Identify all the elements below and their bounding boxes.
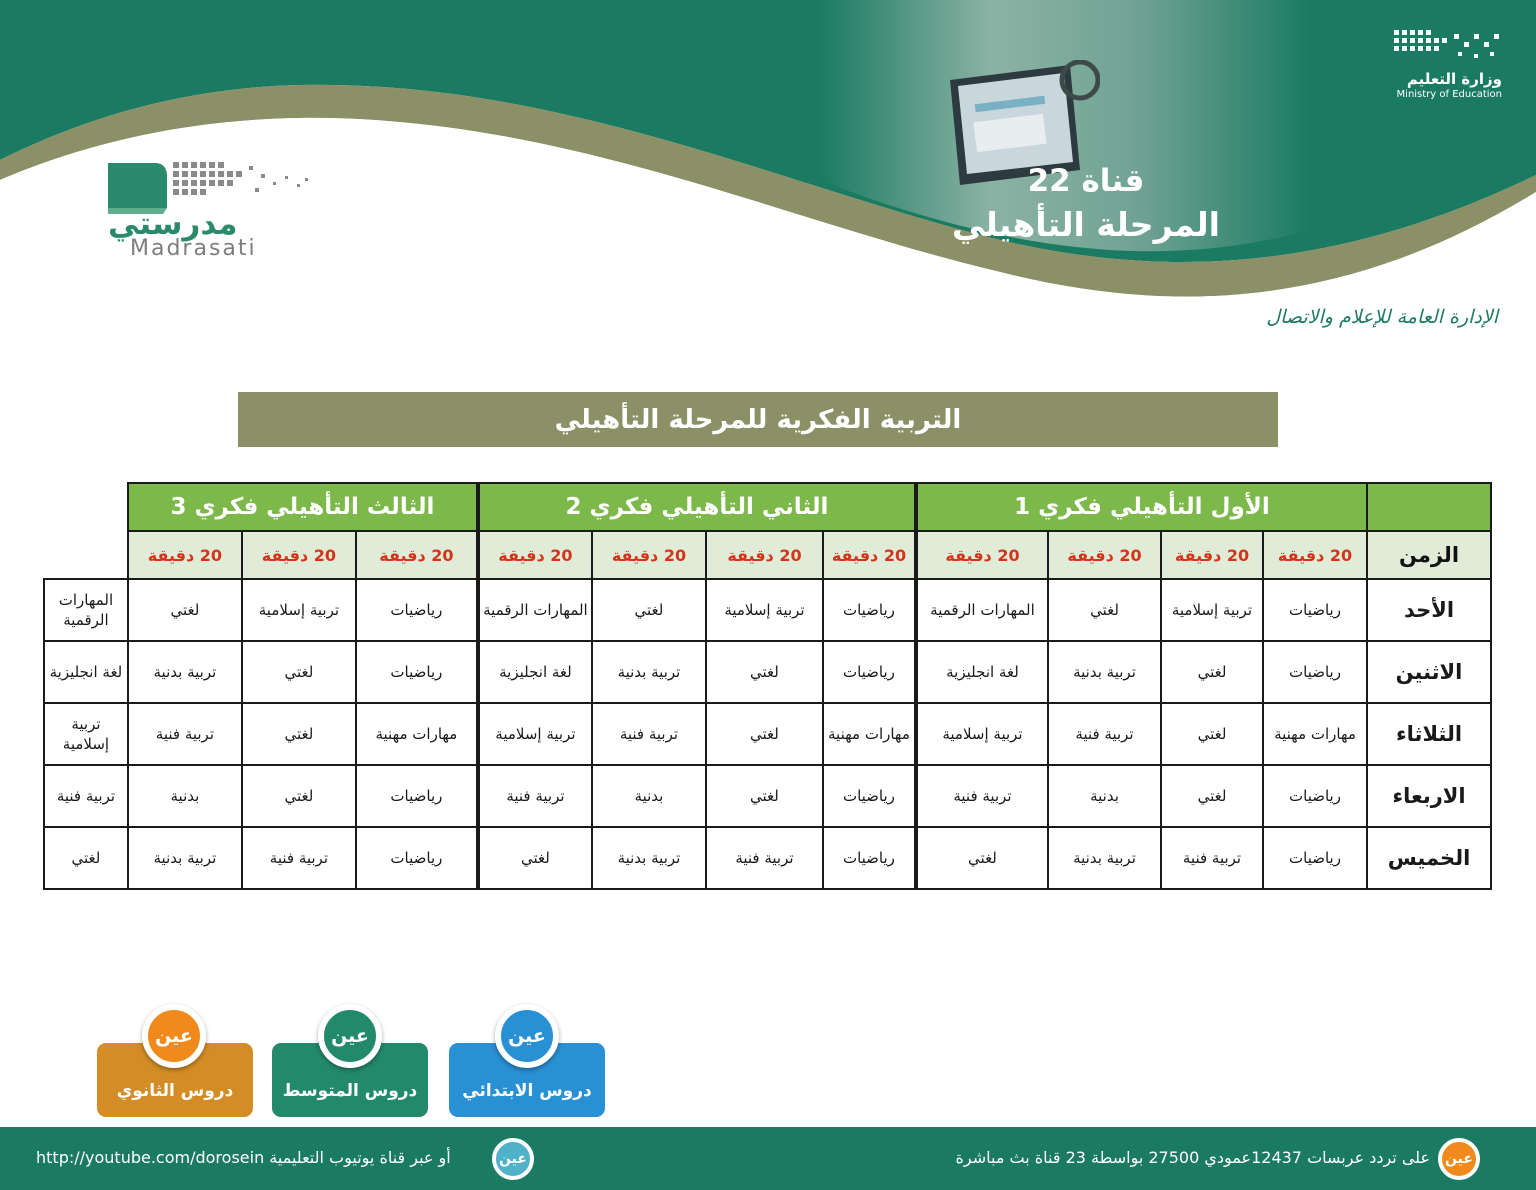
subject-cell: رياضيات: [823, 641, 916, 703]
subject-cell: لغتي: [916, 827, 1048, 889]
subject-cell: تربية بدنية: [128, 641, 242, 703]
subject-cell: رياضيات: [823, 579, 916, 641]
subject-cell: تربية فنية: [242, 827, 356, 889]
schedule-title: التربية الفكرية للمرحلة التأهيلي: [238, 392, 1278, 447]
duration-cell: 20 دقيقة: [128, 531, 242, 579]
subject-cell: المهارات الرقمية: [44, 579, 128, 641]
ministry-name-ar: وزارة التعليم: [1406, 70, 1502, 88]
ein-logo-icon: عين: [495, 1004, 559, 1068]
subject-cell: المهارات الرقمية: [478, 579, 592, 641]
subject-cell: لغتي: [706, 641, 823, 703]
ministry-logo: [1332, 30, 1502, 102]
primary-lessons-button[interactable]: دروس الابتدائي: [449, 1043, 605, 1117]
subject-cell: لغة انجليزية: [44, 641, 128, 703]
broadcast-info: على تردد عربسات 12437عمودي 27500 بواسطة 23 قناة بث مباشرة: [955, 1148, 1430, 1167]
subject-cell: رياضيات: [823, 827, 916, 889]
subject-cell: تربية فنية: [478, 765, 592, 827]
subject-cell: تربية إسلامية: [44, 703, 128, 765]
day-label: الاثنين: [1367, 641, 1491, 703]
subject-cell: تربية فنية: [592, 703, 706, 765]
subject-cell: تربية فنية: [1048, 703, 1161, 765]
duration-cell: 20 دقيقة: [706, 531, 823, 579]
ministry-name-en: Ministry of Education: [1396, 89, 1502, 100]
subject-cell: تربية بدنية: [1048, 641, 1161, 703]
day-row: [44, 703, 1491, 765]
duration-cell: 20 دقيقة: [1263, 531, 1367, 579]
subject-cell: تربية بدنية: [592, 827, 706, 889]
subject-cell: مهارات مهنية: [1263, 703, 1367, 765]
day-row: [44, 827, 1491, 889]
subject-cell: بدنية: [128, 765, 242, 827]
subject-cell: لغتي: [1161, 703, 1263, 765]
subject-cell: تربية إسلامية: [706, 579, 823, 641]
day-label: الاربعاء: [1367, 765, 1491, 827]
subject-cell: تربية فنية: [44, 765, 128, 827]
subject-cell: بدنية: [1048, 765, 1161, 827]
day-row: [44, 641, 1491, 703]
subject-cell: لغة انجليزية: [478, 641, 592, 703]
subject-cell: رياضيات: [1263, 579, 1367, 641]
group-header-row: [44, 483, 1491, 531]
subject-cell: مهارات مهنية: [823, 703, 916, 765]
stage-name: المرحلة التأهيلي: [952, 205, 1220, 244]
middle-lessons-button[interactable]: دروس المتوسط: [272, 1043, 428, 1117]
secondary-lessons-button[interactable]: دروس الثانوي: [97, 1043, 253, 1117]
subject-cell: لغتي: [242, 703, 356, 765]
ein-logo-icon: عين: [142, 1004, 206, 1068]
subject-cell: لغتي: [44, 827, 128, 889]
subject-cell: تربية بدنية: [1048, 827, 1161, 889]
madrasati-name-ar: مدرستي: [108, 206, 238, 242]
subject-cell: تربية بدنية: [128, 827, 242, 889]
ein-logo-icon: عين: [492, 1138, 534, 1180]
madrasati-name-en: Madrasati: [130, 236, 257, 261]
channel-title: [921, 160, 1251, 248]
duration-cell: 20 دقيقة: [242, 531, 356, 579]
subject-cell: مهارات مهنية: [356, 703, 478, 765]
subject-cell: لغتي: [1161, 765, 1263, 827]
ein-logo-icon: عين: [1438, 1138, 1480, 1180]
subject-cell: رياضيات: [356, 579, 478, 641]
duration-cell: 20 دقيقة: [1161, 531, 1263, 579]
ein-logo-icon: عين: [318, 1004, 382, 1068]
subject-cell: لغتي: [128, 579, 242, 641]
subject-cell: رياضيات: [356, 641, 478, 703]
schedule-table: [43, 482, 1492, 890]
subject-cell: رياضيات: [1263, 827, 1367, 889]
youtube-link[interactable]: http://youtube.com/dorosein أو عبر قناة يوتيوب التعليمية: [36, 1148, 451, 1167]
subject-cell: لغة انجليزية: [916, 641, 1048, 703]
day-label: الأحد: [1367, 579, 1491, 641]
subject-cell: لغتي: [706, 765, 823, 827]
subject-cell: تربية إسلامية: [242, 579, 356, 641]
subject-cell: تربية فنية: [128, 703, 242, 765]
subject-cell: تربية إسلامية: [1161, 579, 1263, 641]
subject-cell: تربية إسلامية: [916, 703, 1048, 765]
duration-cell: 20 دقيقة: [823, 531, 916, 579]
subject-cell: المهارات الرقمية: [916, 579, 1048, 641]
subject-cell: تربية فنية: [706, 827, 823, 889]
day-label: الخميس: [1367, 827, 1491, 889]
subject-cell: لغتي: [592, 579, 706, 641]
day-row: [44, 579, 1491, 641]
duration-cell: 20 دقيقة: [478, 531, 592, 579]
time-label: الزمن: [1367, 531, 1491, 579]
duration-row: [44, 531, 1491, 579]
header-corner: [1367, 483, 1491, 531]
subject-cell: رياضيات: [356, 765, 478, 827]
duration-cell: 20 دقيقة: [916, 531, 1048, 579]
subject-cell: رياضيات: [356, 827, 478, 889]
subject-cell: لغتي: [706, 703, 823, 765]
subject-cell: رياضيات: [1263, 641, 1367, 703]
subject-cell: لغتي: [1161, 641, 1263, 703]
day-row: [44, 765, 1491, 827]
duration-cell: 20 دقيقة: [592, 531, 706, 579]
subject-cell: تربية إسلامية: [478, 703, 592, 765]
subject-cell: لغتي: [1048, 579, 1161, 641]
subject-cell: رياضيات: [1263, 765, 1367, 827]
group-header: الثالث التأهيلي فكري 3: [128, 483, 478, 531]
subject-cell: لغتي: [242, 641, 356, 703]
ministry-dots-icon: [1394, 30, 1502, 64]
subject-cell: لغتي: [478, 827, 592, 889]
channel-number: قناة 22: [1027, 163, 1145, 199]
subject-cell: رياضيات: [823, 765, 916, 827]
subject-cell: تربية فنية: [916, 765, 1048, 827]
duration-cell: 20 دقيقة: [356, 531, 478, 579]
subject-cell: لغتي: [242, 765, 356, 827]
day-label: الثلاثاء: [1367, 703, 1491, 765]
department-calligraphy: الإدارة العامة للإعلام والاتصال: [1266, 306, 1498, 328]
duration-cell: 20 دقيقة: [1048, 531, 1161, 579]
subject-cell: تربية فنية: [1161, 827, 1263, 889]
group-header: الأول التأهيلي فكري 1: [916, 483, 1367, 531]
group-header: الثاني التأهيلي فكري 2: [478, 483, 916, 531]
subject-cell: تربية بدنية: [592, 641, 706, 703]
subject-cell: بدنية: [592, 765, 706, 827]
